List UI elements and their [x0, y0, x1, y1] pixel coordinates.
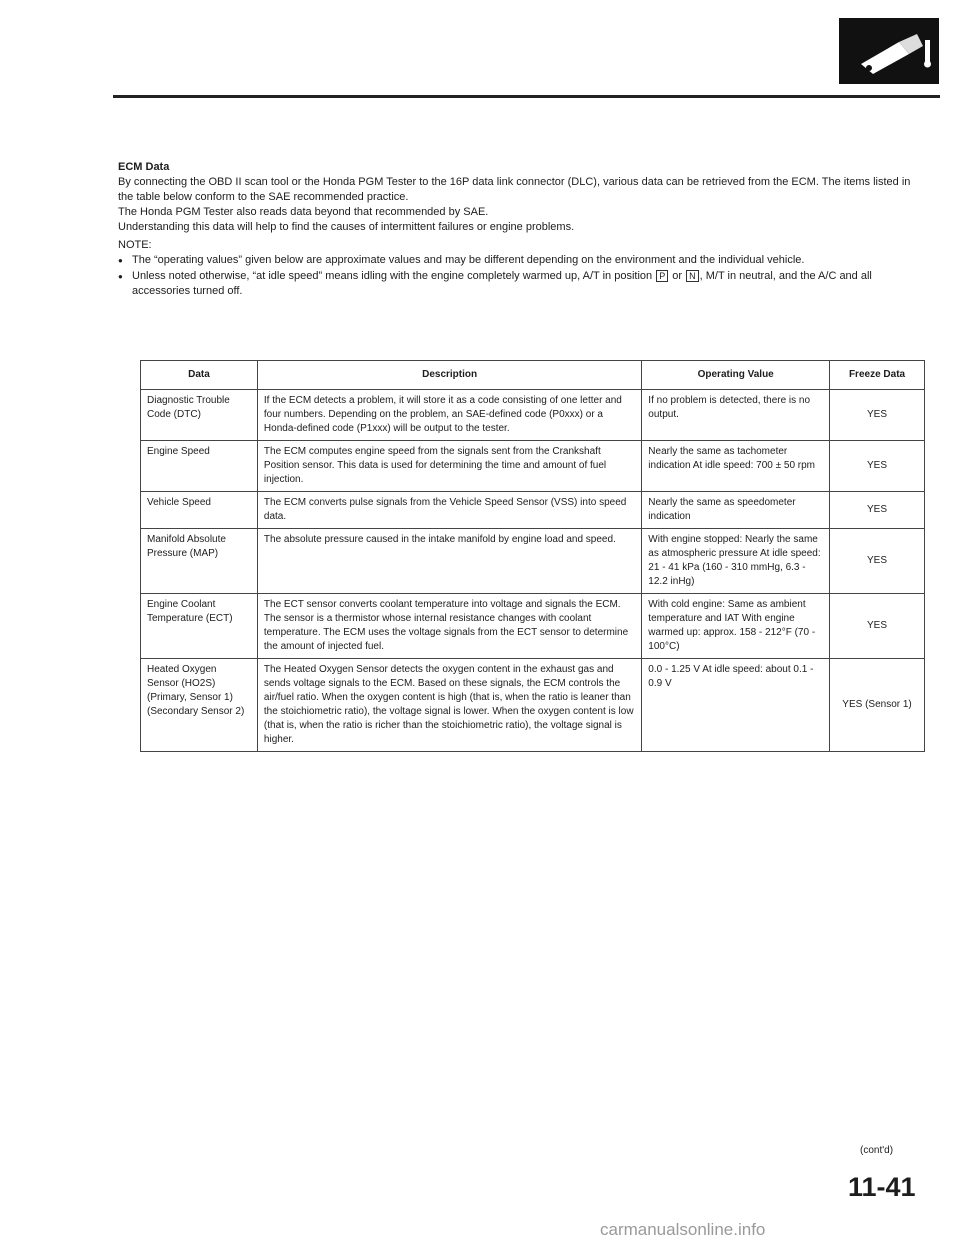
cell-value: Nearly the same as speedometer indication — [642, 492, 830, 529]
cell-value: Nearly the same as tachometer indication At idle speed: 700 ± 50 rpm — [642, 441, 830, 492]
cell-data: Heated Oxygen Sensor (HO2S) (Primary, Sensor 1) (Secondary Sensor 2) — [141, 659, 258, 752]
note-text: , M/T in neutral, and the A/C and all accessories turned off. — [132, 270, 872, 297]
intro-paragraph: Understanding this data will help to find the causes of intermittent failures or engine problems. — [118, 221, 575, 233]
cell-freeze: YES — [830, 529, 925, 594]
cell-data: Engine Coolant Temperature (ECT) — [141, 594, 258, 659]
header-operating-value: Operating Value — [642, 361, 830, 390]
table-header-row — [141, 361, 925, 390]
table-row — [141, 492, 925, 529]
cell-description: If the ECM detects a problem, it will store it as a code consisting of one letter and four numbers. Depending on the problem, an SAE-defined code (P0xxx) or a Honda-defined code (P1xxx) will be output to the tester. — [257, 390, 641, 441]
cell-data: Manifold Absolute Pressure (MAP) — [141, 529, 258, 594]
cell-description: The absolute pressure caused in the intake manifold by engine load and speed. — [257, 529, 641, 594]
table-row — [141, 441, 925, 492]
key-n: N — [686, 270, 699, 282]
cell-data: Engine Speed — [141, 441, 258, 492]
table-row — [141, 529, 925, 594]
table-row — [141, 390, 925, 441]
table-row — [141, 594, 925, 659]
table-row — [141, 659, 925, 752]
note-text: or — [672, 270, 683, 282]
note-list — [118, 253, 928, 299]
cell-value: With engine stopped: Nearly the same as atmospheric pressure At idle speed: 21 - 41 kPa (160 - 310 mmHg, 6.3 - 12.2 inHg) — [642, 529, 830, 594]
cell-value: With cold engine: Same as ambient temperature and IAT With engine warmed up: approx. 158 - 212°F (70 - 100°C) — [642, 594, 830, 659]
cell-freeze: YES — [830, 390, 925, 441]
cell-freeze: YES (Sensor 1) — [830, 659, 925, 752]
section-title: ECM Data — [118, 161, 170, 173]
cell-value: 0.0 - 1.25 V At idle speed: about 0.1 - 0.9 V — [642, 659, 830, 752]
cell-freeze: YES — [830, 492, 925, 529]
cell-description: The ECT sensor converts coolant temperature into voltage and signals the ECM. The sensor is a thermistor whose internal resistance changes with coolant temperature. The ECM uses the voltage signals from the ECT sensor to determine the amount of injected fuel. — [257, 594, 641, 659]
cell-data: Diagnostic Trouble Code (DTC) — [141, 390, 258, 441]
note-item: ● The “operating values” given below are approximate values and may be different depending on the environment and the individual vehicle. — [132, 253, 928, 268]
note-item — [132, 269, 928, 299]
engine-probe-icon — [839, 18, 939, 84]
header-freeze-data: Freeze Data — [830, 361, 925, 390]
intro-paragraph: By connecting the OBD II scan tool or the Honda PGM Tester to the 16P data link connector (DLC), various data can be retrieved from the ECM. The items listed in the table below conform to the SAE recommended practice. — [118, 176, 911, 203]
cell-description: The ECM converts pulse signals from the Vehicle Speed Sensor (VSS) into speed data. — [257, 492, 641, 529]
cell-freeze: YES — [830, 594, 925, 659]
note-text: Unless noted otherwise, “at idle speed” means idling with the engine completely warmed up, A/T in position — [132, 270, 653, 282]
ecm-data-table — [140, 360, 925, 752]
cell-freeze: YES — [830, 441, 925, 492]
page-number: 11-41 — [848, 1172, 916, 1202]
header-rule — [113, 95, 940, 98]
intro-paragraph: The Honda PGM Tester also reads data beyond that recommended by SAE. — [118, 206, 489, 218]
watermark-link[interactable]: carmanualsonline.info — [600, 1220, 766, 1239]
note-section — [118, 238, 928, 300]
cell-description: The ECM computes engine speed from the signals sent from the Crankshaft Position sensor. This data is used for determining the time and amount of fuel injection. — [257, 441, 641, 492]
cell-description: The Heated Oxygen Sensor detects the oxygen content in the exhaust gas and sends voltage signals to the ECM. Based on these signals, the ECM controls the air/fuel ratio. When the oxygen content is high (that is, when the ratio is leaner than the stoichiometric ratio), the voltage signal is lower. When the oxygen content is low (that is, when the ratio is richer than the stoichiometric ratio), the voltage signal is higher. — [257, 659, 641, 752]
header-description: Description — [257, 361, 641, 390]
key-p: P — [656, 270, 668, 282]
intro-section — [118, 160, 928, 235]
cell-data: Vehicle Speed — [141, 492, 258, 529]
note-label: NOTE: — [118, 239, 152, 251]
header-data: Data — [141, 361, 258, 390]
continued-label: (cont'd) — [860, 1145, 894, 1156]
cell-value: If no problem is detected, there is no output. — [642, 390, 830, 441]
